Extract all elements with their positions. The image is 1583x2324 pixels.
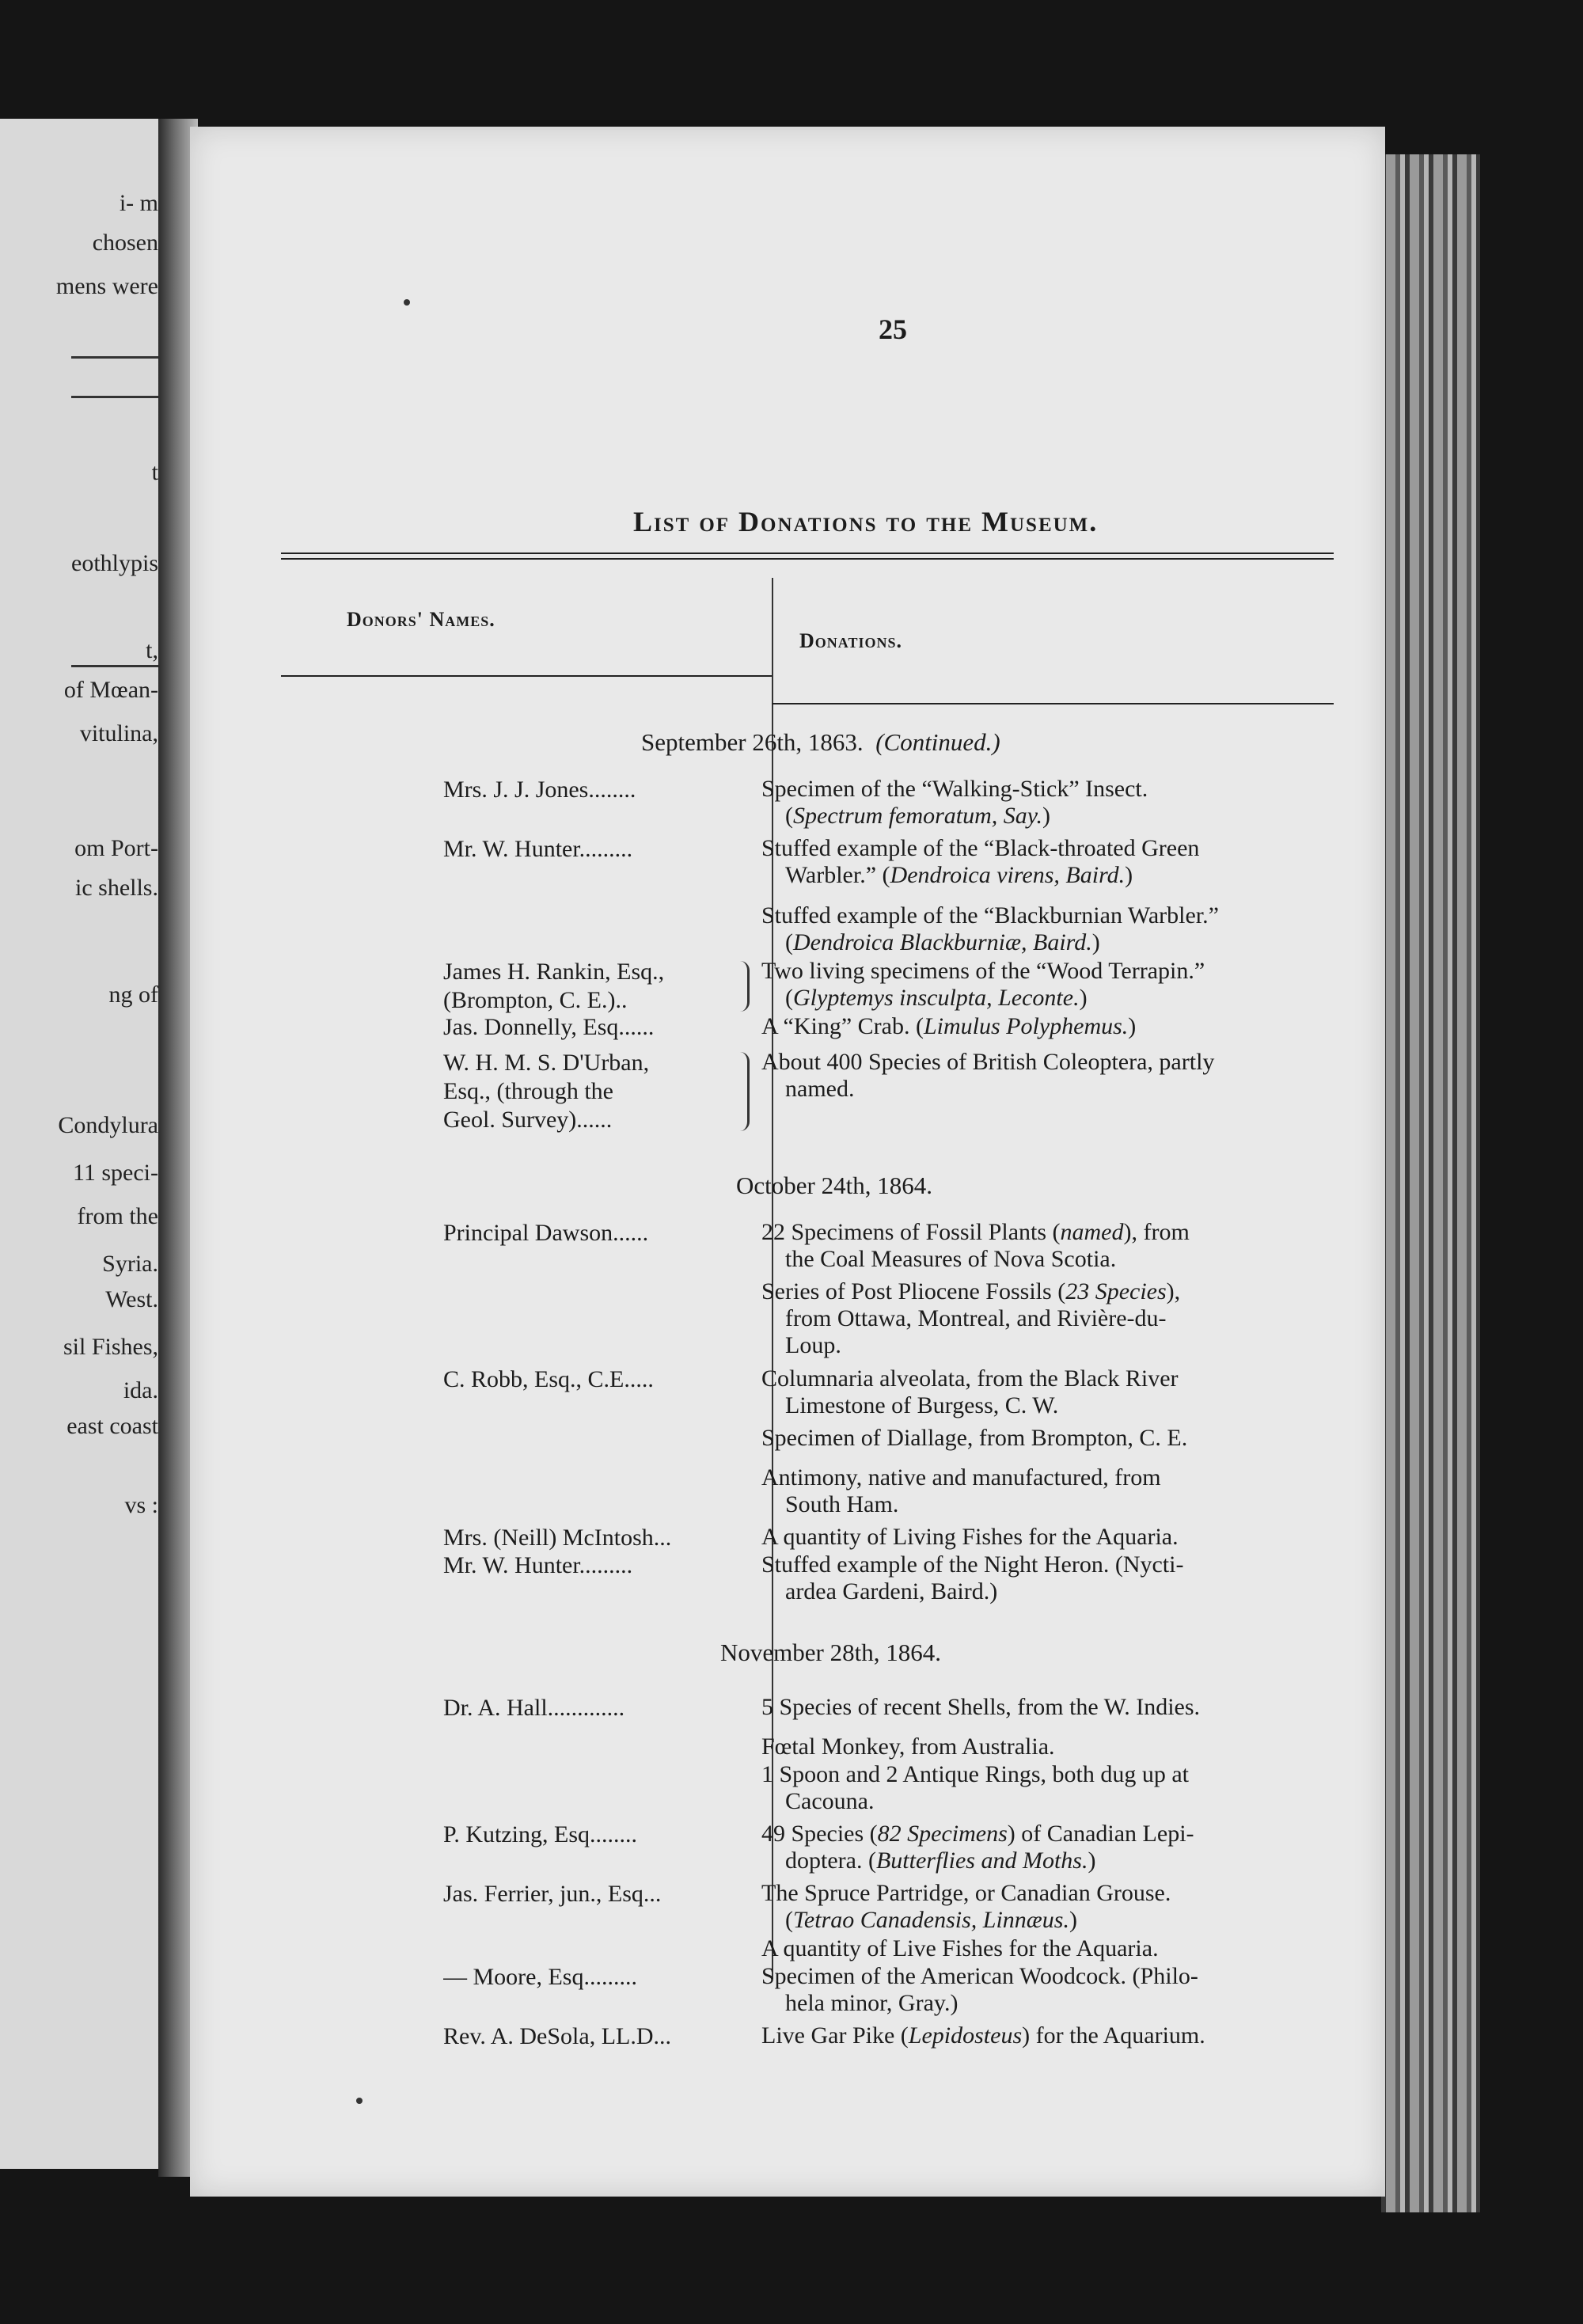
left-page-rule — [71, 356, 158, 359]
donation-line: A quantity of Living Fishes for the Aquaria. — [761, 1524, 1179, 1550]
donation-description — [761, 1049, 1331, 1103]
donation-description — [761, 958, 1331, 1012]
donation-description — [761, 1761, 1331, 1815]
donation-line: Live Gar Pike (Lepidosteus) for the Aquarium. — [761, 2022, 1205, 2049]
donation-line: (Tetrao Canadensis, Linnæus.) — [785, 1907, 1077, 1933]
donor-name: (Brompton, C. E.).. — [443, 987, 628, 1013]
curly-brace — [735, 1052, 750, 1131]
page-edges — [1381, 154, 1480, 2212]
left-page-text-fragment: West. — [105, 1286, 158, 1312]
left-page-text-fragment: vs : — [124, 1492, 158, 1518]
donor-name: Rev. A. DeSola, LL.D... — [443, 2023, 672, 2049]
donation-line: Stuffed example of the Night Heron. (Nycti- — [761, 1551, 1184, 1578]
donation-description — [761, 1425, 1331, 1452]
donation-line: Specimen of Diallage, from Brompton, C. E. — [761, 1425, 1188, 1451]
donation-line: named. — [785, 1076, 855, 1102]
page-title: List of Donations to the Museum. — [633, 506, 1099, 537]
left-page-text-fragment: Condylura — [58, 1112, 158, 1138]
donation-line: Series of Post Pliocene Fossils (23 Species), — [761, 1278, 1181, 1304]
donation-line: (Dendroica Blackburniæ, Baird.) — [785, 929, 1100, 955]
donation-description — [761, 902, 1331, 956]
donation-line: Fœtal Monkey, from Australia. — [761, 1734, 1055, 1760]
page-speck — [404, 299, 410, 306]
page-number: 25 — [879, 313, 907, 345]
donation-line: The Spruce Partridge, or Canadian Grouse. — [761, 1880, 1171, 1906]
left-page-rule — [71, 665, 158, 667]
title-rule-top — [281, 553, 1334, 554]
donor-name: Jas. Donnelly, Esq...... — [443, 1014, 655, 1040]
donation-line: (Glyptemys insculpta, Leconte.) — [785, 985, 1088, 1011]
left-page-text-fragment: om Port- — [74, 835, 158, 861]
donation-line: 22 Specimens of Fossil Plants (named), from — [761, 1219, 1190, 1245]
left-page-text-fragment: t — [151, 459, 158, 485]
left-page-text-fragment: chosen — [92, 230, 158, 256]
page-speck — [356, 2098, 363, 2104]
title-rule-bottom — [281, 558, 1334, 560]
donor-name: Mrs. (Neill) McIntosh... — [443, 1525, 672, 1551]
donation-line: About 400 Species of British Coleoptera, partly — [761, 1049, 1215, 1075]
donor-name: Geol. Survey)...... — [443, 1107, 613, 1133]
left-page-text-fragment: sil Fishes, — [63, 1334, 158, 1360]
donor-name: Mr. W. Hunter......... — [443, 836, 633, 862]
donation-line: (Spectrum femoratum, Say.) — [785, 803, 1050, 829]
left-page-text-fragment: eothlypis — [71, 550, 158, 576]
donation-description — [761, 1734, 1331, 1760]
donation-line: A “King” Crab. (Limulus Polyphemus.) — [761, 1013, 1137, 1039]
donor-name: Principal Dawson...... — [443, 1220, 649, 1246]
left-page-text-fragment: ng of — [108, 982, 158, 1008]
left-page-text-fragment: east coast — [66, 1413, 158, 1439]
donation-description — [761, 1524, 1331, 1551]
left-page-text-fragment: 11 speci- — [72, 1160, 158, 1186]
donation-description — [761, 1278, 1331, 1359]
donation-line: Columnaria alveolata, from the Black River — [761, 1365, 1179, 1392]
donor-name: Jas. Ferrier, jun., Esq... — [443, 1881, 662, 1907]
left-page-text-fragment: ic shells. — [75, 875, 158, 901]
donation-description — [761, 835, 1331, 889]
donor-name: Mr. W. Hunter......... — [443, 1552, 633, 1578]
donor-name: — Moore, Esq......... — [443, 1964, 637, 1990]
date-heading: November 28th, 1864. — [720, 1639, 941, 1666]
donation-line: ardea Gardeni, Baird.) — [785, 1578, 998, 1604]
donation-line: Stuffed example of the “Black-throated Green — [761, 835, 1200, 861]
left-page-text-fragment: ida. — [123, 1377, 158, 1403]
donation-line: 49 Species (82 Specimens) of Canadian Lepi- — [761, 1821, 1194, 1847]
donation-description — [761, 1013, 1331, 1040]
donation-line: Antimony, native and manufactured, from — [761, 1464, 1161, 1490]
donation-line: Specimen of the “Walking-Stick” Insect. — [761, 776, 1148, 802]
donation-line: A quantity of Live Fishes for the Aquaria. — [761, 1935, 1159, 1961]
donation-line: from Ottawa, Montreal, and Rivière-du- — [785, 1305, 1167, 1331]
donation-line: doptera. (Butterflies and Moths.) — [785, 1847, 1096, 1874]
left-page-text-fragment: mens were — [55, 273, 158, 299]
donation-line: Specimen of the American Woodcock. (Philo- — [761, 1963, 1198, 1989]
donors-column-header: Donors' Names. — [347, 608, 495, 631]
curly-brace — [735, 961, 750, 1012]
left-page-text-fragment: of Mœan- — [63, 677, 158, 703]
left-page-text-fragment: i- m — [119, 190, 158, 216]
donor-name: C. Robb, Esq., C.E..... — [443, 1366, 654, 1392]
left-page-rule — [71, 396, 158, 398]
donation-description — [761, 1935, 1331, 1962]
donor-name: W. H. M. S. D'Urban, — [443, 1050, 650, 1076]
donation-line: 1 Spoon and 2 Antique Rings, both dug up at — [761, 1761, 1189, 1787]
left-facing-page — [0, 119, 158, 2169]
donation-line: Limestone of Burgess, C. W. — [785, 1392, 1059, 1418]
book-page — [190, 127, 1385, 2197]
donor-name: Mrs. J. J. Jones........ — [443, 777, 636, 803]
donation-description — [761, 1464, 1331, 1518]
date-heading: September 26th, 1863. (Continued.) — [641, 728, 1000, 756]
donation-line: hela minor, Gray.) — [785, 1990, 959, 2016]
donation-description — [761, 1551, 1331, 1605]
donation-line: Cacouna. — [785, 1788, 875, 1814]
donation-line: 5 Species of recent Shells, from the W. Indies. — [761, 1694, 1201, 1720]
date-heading: October 24th, 1864. — [736, 1171, 932, 1199]
donor-name: P. Kutzing, Esq........ — [443, 1821, 638, 1847]
donations-column-header: Donations. — [799, 629, 902, 652]
donation-line: South Ham. — [785, 1491, 899, 1517]
donation-line: Stuffed example of the “Blackburnian Warbler.” — [761, 902, 1219, 928]
donation-description — [761, 2022, 1331, 2049]
header-rule-left — [281, 675, 772, 677]
donor-name: Esq., (through the — [443, 1078, 613, 1104]
left-page-text-fragment: t, — [146, 637, 158, 663]
donation-description — [761, 1694, 1331, 1721]
donation-line: Loup. — [785, 1332, 841, 1358]
donation-description — [761, 1219, 1331, 1273]
left-page-text-fragment: Syria. — [102, 1251, 158, 1277]
donation-description — [761, 1880, 1331, 1934]
donation-description — [761, 776, 1331, 830]
donation-description — [761, 1821, 1331, 1874]
header-rule-right — [772, 703, 1334, 704]
donation-line: Two living specimens of the “Wood Terrapin.” — [761, 958, 1205, 984]
donation-line: the Coal Measures of Nova Scotia. — [785, 1246, 1117, 1272]
donor-name: Dr. A. Hall............. — [443, 1695, 625, 1721]
donor-name: James H. Rankin, Esq., — [443, 959, 665, 985]
left-page-text-fragment: vitulina, — [79, 720, 158, 746]
donation-description — [761, 1365, 1331, 1419]
left-page-text-fragment: from the — [77, 1203, 158, 1229]
donation-line: Warbler.” (Dendroica virens, Baird.) — [785, 862, 1133, 888]
donation-description — [761, 1963, 1331, 2017]
